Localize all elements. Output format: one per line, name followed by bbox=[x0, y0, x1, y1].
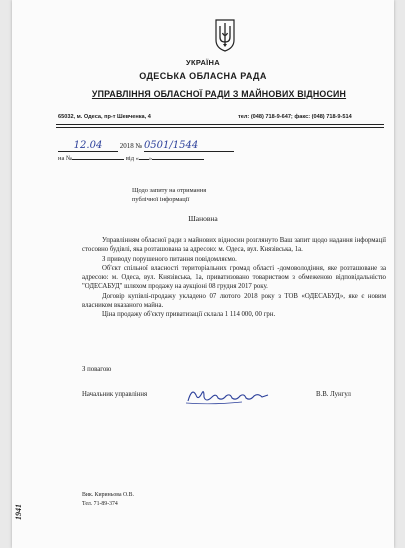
closing: З повагою bbox=[82, 366, 112, 373]
subject-line-1: Щодо запиту на отримання bbox=[132, 187, 207, 194]
address-text: 65032, м. Одеса, пр-т Шевченка, 4 bbox=[58, 114, 151, 120]
executor-phone: Тел. 71-89-374 bbox=[82, 500, 118, 507]
letter-page bbox=[12, 0, 394, 548]
body-paragraph: Договір купівлі-продажу укладено 07 лютого 2018 року з ТОВ «ОДЕСАБУД», яке є новим власником вказаного майна. bbox=[82, 292, 386, 310]
date-field bbox=[58, 140, 118, 152]
executor-block bbox=[82, 491, 134, 508]
margin-number: 1941 bbox=[14, 504, 23, 520]
subject-line-2: публічної інформації bbox=[132, 196, 190, 203]
day-blank bbox=[139, 159, 149, 160]
letter-body bbox=[82, 236, 386, 320]
signatory-name: В.В. Лунгул bbox=[316, 391, 351, 398]
phones-text: тел: (048) 718-9-647; факс: (048) 718-9-514 bbox=[238, 114, 352, 120]
letterhead-rule-thick bbox=[56, 124, 384, 125]
letterhead-rule-thin bbox=[56, 127, 384, 128]
quote-mid: » bbox=[148, 155, 153, 162]
outgoing-reference bbox=[58, 140, 234, 152]
month-blank bbox=[152, 159, 204, 160]
number-field bbox=[144, 140, 234, 152]
body-paragraph: З приводу порушеного питання повідомляємо. bbox=[102, 255, 237, 263]
contact-line bbox=[58, 114, 384, 120]
from-label: від « bbox=[125, 155, 139, 162]
year-number-label: 2018 № bbox=[119, 142, 143, 150]
council-title: ОДЕСЬКА ОБЛАСНА РАДА bbox=[139, 71, 267, 81]
trident-emblem-icon bbox=[214, 18, 236, 52]
on-number-label: на № bbox=[58, 155, 73, 162]
handwritten-date: 12.04 bbox=[73, 140, 103, 151]
country-title: УКРАЇНА bbox=[185, 58, 220, 67]
body-paragraph: Управлінням обласної ради з майнових відносин розглянуто Ваш запит щодо надання інформації стосовно будівлі, яка розташована за адресою: м. Одеса, вул. Князівська, 1а. bbox=[82, 237, 386, 254]
signature-row bbox=[82, 391, 386, 398]
department-title: УПРАВЛІННЯ ОБЛАСНОЇ РАДИ З МАЙНОВИХ ВІДНОСИН bbox=[91, 89, 347, 99]
signatory-position: Начальник управління bbox=[82, 391, 148, 398]
subject-block bbox=[132, 186, 206, 204]
on-number-blank bbox=[72, 159, 124, 160]
body-paragraph: Ціна продажу об'єкту приватизації склала 1 114 000, 00 грн. bbox=[102, 311, 276, 319]
handwritten-number: 0501/1544 bbox=[143, 140, 199, 151]
incoming-reference bbox=[58, 155, 204, 162]
salutation: Шановна bbox=[188, 214, 218, 223]
body-paragraph: Об'єкт спільної власності територіальних громад області -домоволодіння, яке розташоване за адресою: м. Одеса, вул. Князівська, 1а, приватизовано товариством з обмеженою відповідальністю "ОДЕСАБУД" шляхом продажу на аукціоні 08 грудня 2017 року. bbox=[82, 264, 386, 291]
executor-name: Вик. Кириньова О.В. bbox=[82, 492, 134, 498]
